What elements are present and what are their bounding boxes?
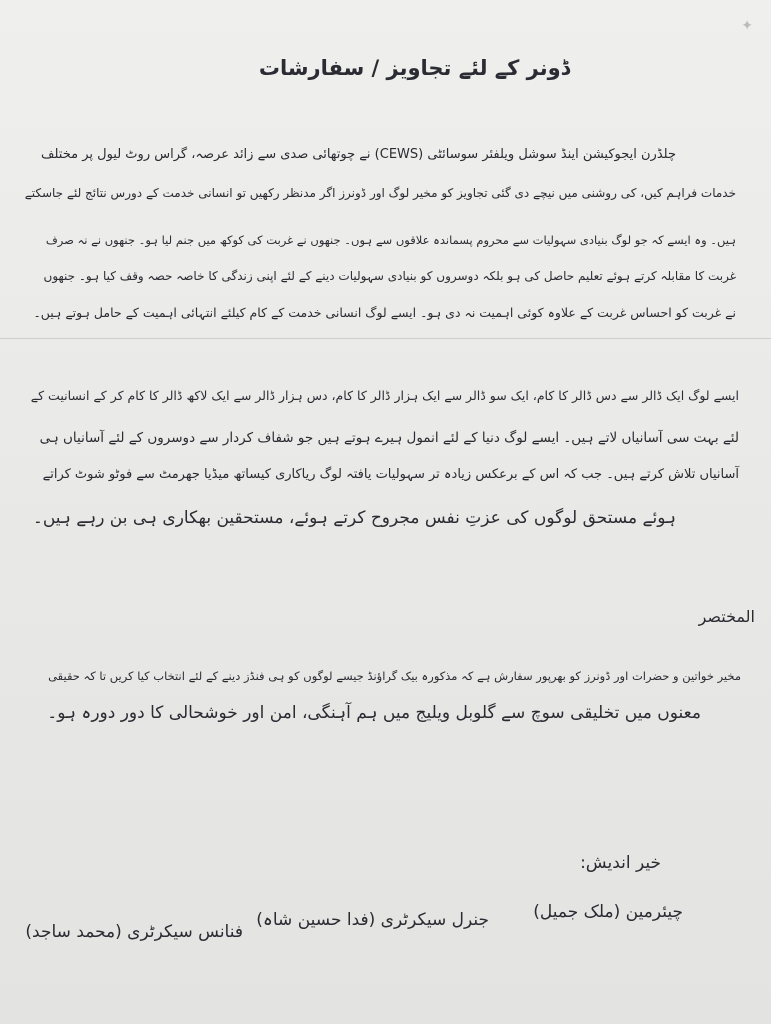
paper-fold bbox=[0, 338, 771, 339]
paragraph1-line: غربت کا مقابلہ کرتے ہوئے تعلیم حاصل کی ہو بلکہ دوسروں کو بنیادی سہولیات دینے کے لئے اپنی زندگی کا خاصہ حصہ وقف کیا ہو۔ جنھوں bbox=[43, 269, 736, 283]
signatory-finance-secretary: فنانس سیکرٹری (محمد ساجد) bbox=[25, 922, 243, 942]
paragraph2-line: آسانیاں تلاش کرتے ہیں۔ جب کہ اس کے برعکس زیادہ تر سہولیات یافتہ لوگ ریاکاری کیساتھ میڈیا جھرمٹ سے فوٹو شوٹ کراتے bbox=[42, 467, 739, 482]
paragraph2-line: لئے بہت سی آسانیاں لاتے ہیں۔ ایسے لوگ دنیا کے لئے انمول ہیرے ہوتے ہیں جو شفاف کردار سے دوسروں کے لئے آسانیاں ہی bbox=[39, 430, 739, 446]
signatory-general-secretary: جنرل سیکرٹری (فدا حسین شاہ) bbox=[256, 910, 489, 930]
summary-label: المختصر bbox=[698, 607, 755, 626]
paragraph1-line: خدمات فراہم کیں، کی روشنی میں نیچے دی گئی تجاویز کو مخیر لوگ اور ڈونرز اگر مدنظر رکھیں تو انسانی خدمت کے دورس نتائج لئے جاسکتے bbox=[24, 186, 736, 200]
paragraph1-line: نے غربت کو احساس غربت کے علاوہ کوئی اہمیت نہ دی ہو۔ ایسے لوگ انسانی خدمت کے کام کیلئے انتہائی اہمیت کے حامل ہوتے ہیں۔ bbox=[33, 305, 736, 320]
paragraph1-line: چلڈرن ایجوکیشن اینڈ سوشل ویلفئر سوسائٹی (CEWS) نے چوتھائی صدی سے زائد عرصہ، گراس روٹ لیول پر مختلف bbox=[41, 147, 676, 162]
signatory-chairman: چیئرمین (ملک جمیل) bbox=[533, 902, 683, 922]
paragraph2-line: ہوئے مستحق لوگوں کی عزتِ نفس مجروح کرتے ہوئے، مستحقین بھکاری ہی بن رہے ہیں۔ bbox=[32, 508, 676, 528]
corner-mark: ✦ bbox=[741, 18, 753, 34]
paragraph2-line: ایسے لوگ ایک ڈالر سے دس ڈالر کا کام، ایک سو ڈالر سے ایک ہزار ڈالر کا کام، دس ہزار ڈالر سے ایک لاکھ ڈالر کا کام کر کے انسانیت کے bbox=[30, 388, 739, 403]
paragraph3-line: مخیر خواتین و حضرات اور ڈونرز کو بھرپور سفارش ہے کہ مذکورہ بیک گراؤنڈ جیسے لوگوں کو ہی فنڈز دینے کے لئے انتخاب کیا کریں تا کہ حقیقی bbox=[48, 669, 741, 683]
page-title: ڈونر کے لئے تجاویز / سفارشات bbox=[258, 56, 570, 80]
paragraph3-line: معنوں میں تخلیقی سوچ سے گلوبل ویلیج میں ہم آہنگی، امن اور خوشحالی کا دور دورہ ہو۔ bbox=[47, 703, 701, 723]
closing-text: خیر اندیش: bbox=[580, 853, 661, 873]
paragraph1-line: ہیں۔ وہ ایسے کہ جو لوگ بنیادی سہولیات سے محروم پسماندہ علاقوں سے ہوں۔ جنھوں نے غربت کی کوکھ میں جنم لیا ہو۔ جنھوں نے نہ صرف bbox=[45, 233, 736, 247]
